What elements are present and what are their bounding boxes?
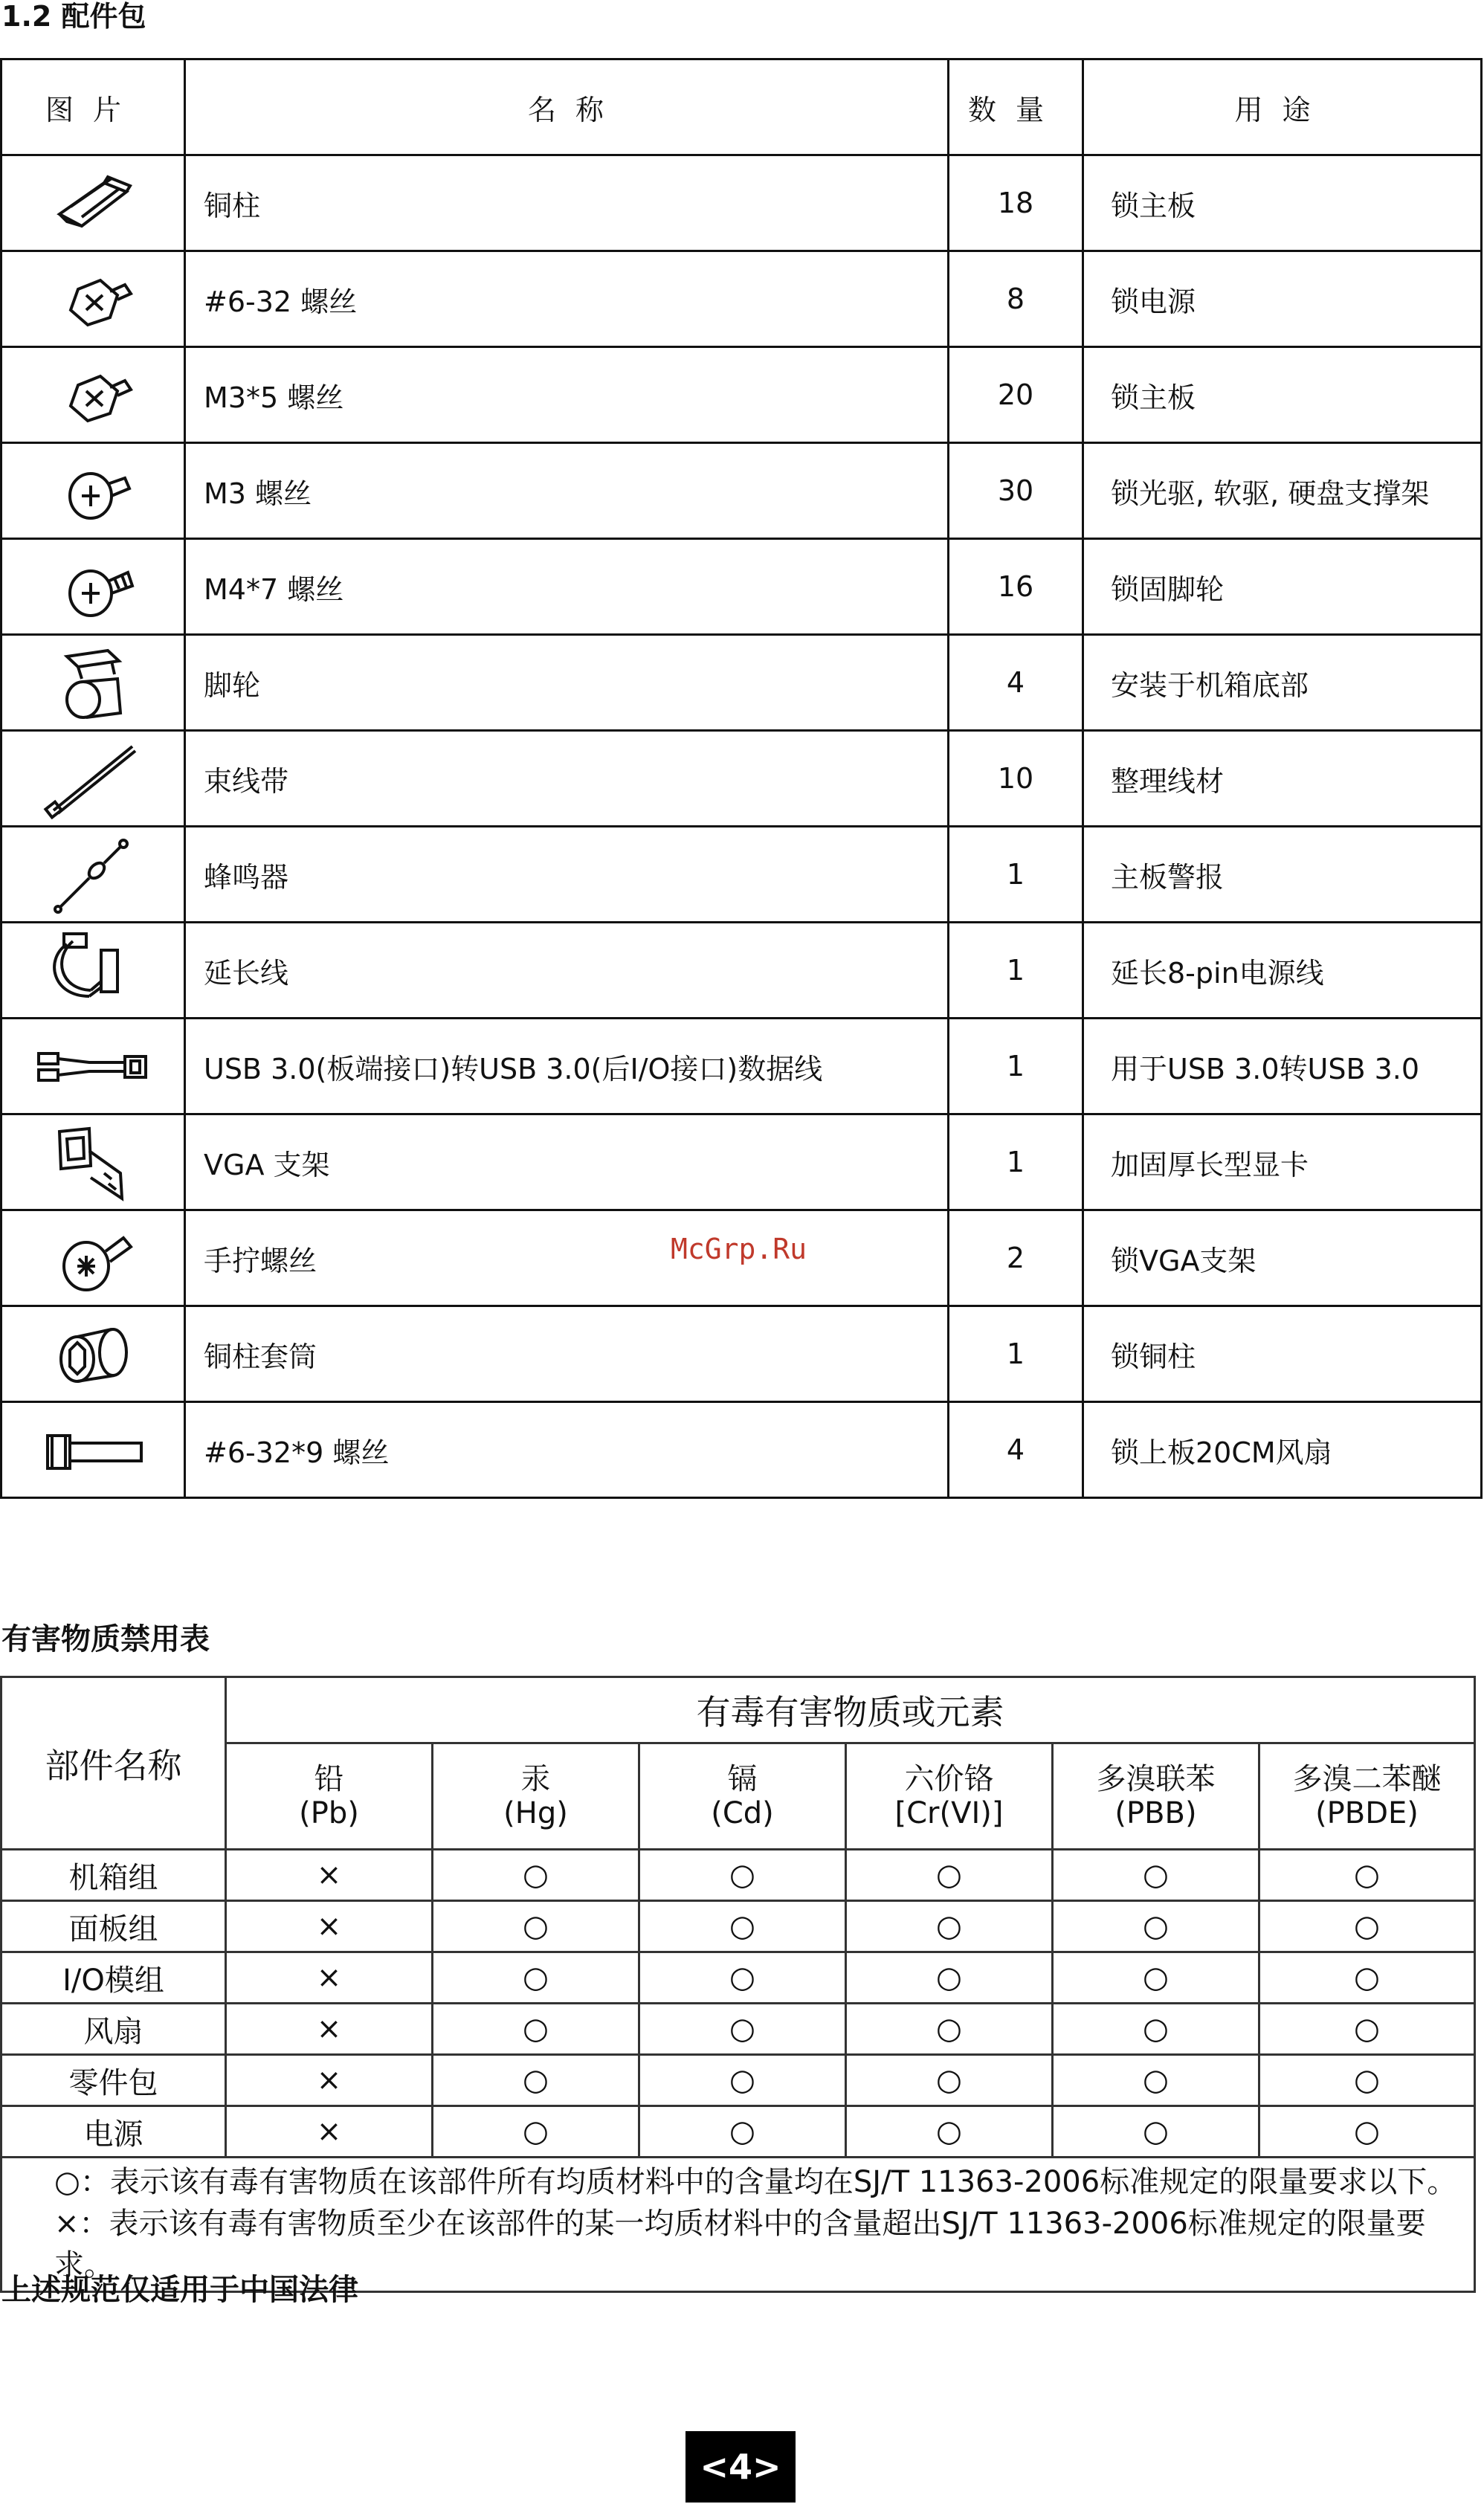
page-number: <4> bbox=[685, 2431, 796, 2503]
substance-mark: ○ bbox=[1053, 1901, 1259, 1952]
table-row bbox=[1, 1850, 1475, 1901]
part-quantity: 18 bbox=[949, 155, 1083, 251]
substance-header: 六价铬 [Cr(VI)] bbox=[846, 1743, 1053, 1850]
table-row bbox=[1, 1019, 1482, 1114]
part-name: #6-32*9 螺丝 bbox=[185, 1402, 949, 1498]
vga-bracket-icon bbox=[37, 1121, 149, 1203]
part-usage: 加固厚长型显卡 bbox=[1083, 1114, 1482, 1210]
substance-mark: ○ bbox=[433, 2004, 639, 2055]
part-usage: 锁电源 bbox=[1083, 251, 1482, 347]
table-row bbox=[1, 347, 1482, 443]
substance-mark: ○ bbox=[433, 1850, 639, 1901]
substance-mark: × bbox=[226, 2106, 433, 2158]
substance-mark: × bbox=[226, 1952, 433, 2004]
part-usage: 延长8-pin电源线 bbox=[1083, 923, 1482, 1019]
table-row bbox=[1, 1952, 1475, 2004]
watermark: McGrp.Ru bbox=[671, 1233, 807, 1265]
pan-screw-icon bbox=[37, 450, 149, 532]
substance-mark: ○ bbox=[433, 1901, 639, 1952]
substance-mark: ○ bbox=[1259, 2055, 1475, 2106]
substance-header: 多溴二苯醚 (PBDE) bbox=[1259, 1743, 1475, 1850]
table-row bbox=[1, 635, 1482, 731]
substance-mark: ○ bbox=[433, 2106, 639, 2158]
hazard-table-title: 有害物质禁用表 bbox=[1, 1622, 210, 1656]
substance-mark: ○ bbox=[433, 2055, 639, 2106]
substance-mark: ○ bbox=[846, 2004, 1053, 2055]
hazardous-substance-table bbox=[0, 1676, 1476, 2293]
substance-mark: ○ bbox=[846, 2055, 1053, 2106]
header-quantity: 数量 bbox=[949, 59, 1083, 155]
part-name: #6-32 螺丝 bbox=[185, 251, 949, 347]
part-quantity: 1 bbox=[949, 1306, 1083, 1402]
part-quantity: 1 bbox=[949, 827, 1083, 923]
part-quantity: 1 bbox=[949, 1019, 1083, 1114]
part-usage: 整理线材 bbox=[1083, 731, 1482, 827]
substance-mark: ○ bbox=[846, 2106, 1053, 2158]
part-name: M3 螺丝 bbox=[185, 443, 949, 539]
extension-cable-icon bbox=[37, 929, 149, 1011]
substance-mark: ○ bbox=[639, 2004, 846, 2055]
footer-note: 上述规范仅适用于中国法律 bbox=[1, 2273, 358, 2307]
buzzer-icon bbox=[37, 833, 149, 915]
table-row bbox=[1, 731, 1482, 827]
accessory-table bbox=[0, 58, 1483, 1499]
cable-tie-icon bbox=[37, 738, 149, 819]
part-usage: 锁固脚轮 bbox=[1083, 539, 1482, 635]
section-title: 1.2 配件包 bbox=[1, 0, 146, 33]
substance-header: 铅 (Pb) bbox=[226, 1743, 433, 1850]
part-quantity: 20 bbox=[949, 347, 1083, 443]
substance-header: 多溴联苯 (PBB) bbox=[1053, 1743, 1259, 1850]
legend-note-circle: ○：表示该有毒有害物质在该部件所有均质材料中的含量均在SJ/T 11363-2006标准规定的限量要求以下。 bbox=[54, 2165, 1457, 2199]
substance-mark: ○ bbox=[1259, 2106, 1475, 2158]
usb-cable-icon bbox=[37, 1025, 149, 1107]
header-name: 名称 bbox=[185, 59, 949, 155]
substance-header: 镉 (Cd) bbox=[639, 1743, 846, 1850]
substance-mark: ○ bbox=[1053, 1850, 1259, 1901]
part-name: I/O模组 bbox=[1, 1952, 226, 2004]
part-usage: 锁上板20CM风扇 bbox=[1083, 1402, 1482, 1498]
substance-mark: ○ bbox=[1259, 1901, 1475, 1952]
part-usage: 锁铜柱 bbox=[1083, 1306, 1482, 1402]
part-name: VGA 支架 bbox=[185, 1114, 949, 1210]
part-quantity: 1 bbox=[949, 923, 1083, 1019]
substance-mark: ○ bbox=[1259, 1850, 1475, 1901]
part-quantity: 30 bbox=[949, 443, 1083, 539]
substance-mark: ○ bbox=[639, 1901, 846, 1952]
substance-mark: ○ bbox=[1053, 2004, 1259, 2055]
substance-mark: × bbox=[226, 1850, 433, 1901]
part-usage: 锁主板 bbox=[1083, 347, 1482, 443]
part-usage: 用于USB 3.0转USB 3.0 bbox=[1083, 1019, 1482, 1114]
part-name: M4*7 螺丝 bbox=[185, 539, 949, 635]
sleeve-icon bbox=[37, 1313, 149, 1395]
part-name: 电源 bbox=[1, 2106, 226, 2158]
part-name: 零件包 bbox=[1, 2055, 226, 2106]
table-row bbox=[1, 2004, 1475, 2055]
long-screw-icon bbox=[37, 1409, 149, 1491]
part-usage: 锁主板 bbox=[1083, 155, 1482, 251]
header-picture: 图片 bbox=[1, 59, 185, 155]
substance-mark: ○ bbox=[639, 2106, 846, 2158]
table-row bbox=[1, 923, 1482, 1019]
part-name: 面板组 bbox=[1, 1901, 226, 1952]
table-row bbox=[1, 1901, 1475, 1952]
table-row bbox=[1, 827, 1482, 923]
substance-mark: ○ bbox=[433, 1952, 639, 2004]
table-row bbox=[1, 1306, 1482, 1402]
table-row bbox=[1, 2106, 1475, 2158]
table-row bbox=[1, 539, 1482, 635]
substance-mark: × bbox=[226, 2004, 433, 2055]
substance-mark: ○ bbox=[846, 1952, 1053, 2004]
part-quantity: 8 bbox=[949, 251, 1083, 347]
part-usage: 锁VGA支架 bbox=[1083, 1210, 1482, 1306]
part-name: 蜂鸣器 bbox=[185, 827, 949, 923]
part-name-header: 部件名称 bbox=[1, 1677, 226, 1850]
part-name: USB 3.0(板端接口)转USB 3.0(后I/O接口)数据线 bbox=[185, 1019, 949, 1114]
part-quantity: 4 bbox=[949, 635, 1083, 731]
substance-header: 汞 (Hg) bbox=[433, 1743, 639, 1850]
substance-mark: ○ bbox=[1053, 1952, 1259, 2004]
part-usage: 锁光驱, 软驱, 硬盘支撑架 bbox=[1083, 443, 1482, 539]
part-quantity: 2 bbox=[949, 1210, 1083, 1306]
substance-mark: ○ bbox=[639, 2055, 846, 2106]
part-quantity: 16 bbox=[949, 539, 1083, 635]
substance-mark: ○ bbox=[846, 1901, 1053, 1952]
hex-screw-icon bbox=[37, 258, 149, 340]
table-row bbox=[1, 443, 1482, 539]
substance-mark: ○ bbox=[1259, 2004, 1475, 2055]
part-usage: 安装于机箱底部 bbox=[1083, 635, 1482, 731]
part-name: 脚轮 bbox=[185, 635, 949, 731]
substance-mark: ○ bbox=[639, 1850, 846, 1901]
part-quantity: 4 bbox=[949, 1402, 1083, 1498]
table-row bbox=[1, 1402, 1482, 1498]
substance-mark: × bbox=[226, 2055, 433, 2106]
part-quantity: 10 bbox=[949, 731, 1083, 827]
part-name: 延长线 bbox=[185, 923, 949, 1019]
table-row bbox=[1, 251, 1482, 347]
substance-mark: ○ bbox=[639, 1952, 846, 2004]
part-usage: 主板警报 bbox=[1083, 827, 1482, 923]
thumb-screw-icon bbox=[37, 1217, 149, 1299]
substance-mark: ○ bbox=[1259, 1952, 1475, 2004]
part-name: 手拧螺丝 bbox=[185, 1210, 949, 1306]
part-name: 铜柱套筒 bbox=[185, 1306, 949, 1402]
part-name: 铜柱 bbox=[185, 155, 949, 251]
table-row bbox=[1, 155, 1482, 251]
header-usage: 用途 bbox=[1083, 59, 1482, 155]
substance-mark: ○ bbox=[1053, 2055, 1259, 2106]
part-name: 机箱组 bbox=[1, 1850, 226, 1901]
table-row bbox=[1, 1114, 1482, 1210]
copper-standoff-icon bbox=[37, 162, 149, 244]
hex-screw-icon bbox=[37, 354, 149, 436]
accessory-table-header bbox=[1, 59, 1482, 155]
substance-mark: × bbox=[226, 1901, 433, 1952]
substance-mark: ○ bbox=[1053, 2106, 1259, 2158]
table-row bbox=[1, 2055, 1475, 2106]
substance-mark: ○ bbox=[846, 1850, 1053, 1901]
caster-wheel-icon bbox=[37, 642, 149, 723]
legend-note-cross: ×：表示该有毒有害物质至少在该部件的某一均质材料中的含量超出SJ/T 11363-2006标准规定的限量要求。 bbox=[54, 2207, 1426, 2282]
substance-group-header: 有毒有害物质或元素 bbox=[226, 1677, 1475, 1743]
part-name: 束线带 bbox=[185, 731, 949, 827]
pan-screw-icon bbox=[37, 546, 149, 627]
part-quantity: 1 bbox=[949, 1114, 1083, 1210]
part-name: 风扇 bbox=[1, 2004, 226, 2055]
part-name: M3*5 螺丝 bbox=[185, 347, 949, 443]
